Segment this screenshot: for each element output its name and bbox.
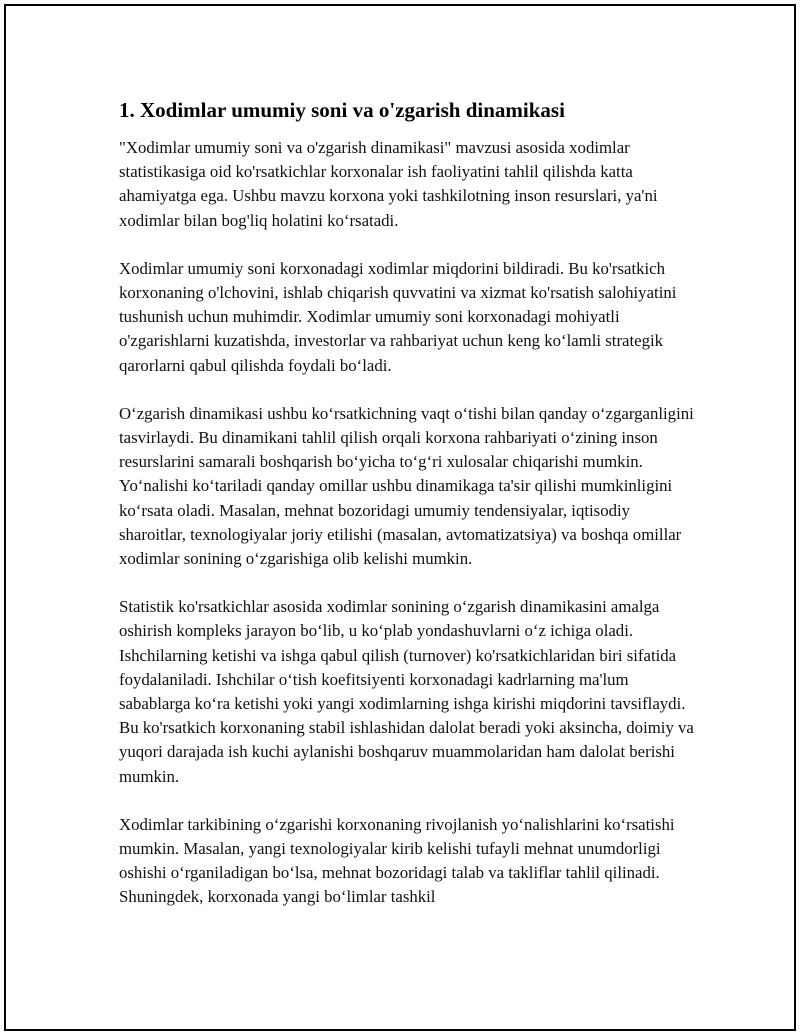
paragraph-2: Xodimlar umumiy soni korxonadagi xodimlar miqdorini bildiradi. Bu ko'rsatkich korxonaning o'lchovini, ishlab chiqarish quvvatini va xizmat ko'rsatish salohiyatini tushunish uchun muhimdir. Xodimlar umumiy soni korxonadagi mohiyatli o'zgarishlarni kuzatishda, investorlar va rahbariyat uchun keng ko‘lamli strategik qarorlarni qabul qilishda foydali bo‘ladi. — [119, 258, 677, 375]
paragraph-3: O‘zgarish dinamikasi ushbu ko‘rsatkichning vaqt o‘tishi bilan qanday o‘zgarganligini tasvirlaydi. Bu dinamikani tahlil qilish orqali korxona rahbariyati o‘zining inson resurslarini samarali boshqarish bo‘yicha to‘g‘ri xulosalar chiqarishi mumkin. Yo‘nalishi ko‘tariladi qanday omillar ushbu dinamikaga ta'sir qilishi mumkinligini ko‘rsata oladi. Masalan, mehnat bozoridagi umumiy tendensiyalar, iqtisodiy sharoitlar, texnologiyalar joriy etilishi (masalan, avtomatizatsiya) va boshqa omillar xodimlar sonining o‘zgarishiga olib kelishi mumkin. — [119, 403, 694, 569]
paragraph-4: Statistik ko'rsatkichlar asosida xodimlar sonining o‘zgarish dinamikasini amalga oshirish kompleks jarayon bo‘lib, u ko‘plab yondashuvlarni o‘z ichiga oladi. Ishchilarning ketishi va ishga qabul qilish (turnover) ko'rsatkichlaridan biri sifatida foydalaniladi. Ishchilar o‘tish koefitsiyenti korxonadagi kadrlarning ma'lum sabablarga ko‘ra ketishi yoki yangi xodimlarning ishga kirishi miqdorini tavsiflaydi. Bu ko'rsatkich korxonaning stabil ishlashidan dalolat beradi yoki aksincha, doimiy va yuqori darajada ish kuchi aylanishi boshqaruv muammolaridan ham dalolat berishi mumkin. — [119, 597, 694, 786]
paragraph-1: "Xodimlar umumiy soni va o'zgarish dinamikasi" mavzusi asosida xodimlar statistikasiga oid ko'rsatkichlar korxonalar ish faoliyatini tahlil qilishda katta ahamiyatga ega. Ushbu mavzu korxona yoki tashkilotning inson resurslari, ya'ni xodimlar bilan bog'liq holatini ko‘rsatadi. — [119, 138, 658, 230]
document-page — [4, 4, 796, 1031]
paragraph-5: Xodimlar tarkibining o‘zgarishi korxonaning rivojlanish yo‘nalishlarini ko‘rsatishi mumkin. Masalan, yangi texnologiyalar kirib kelishi tufayli mehnat unumdorligi oshishi o‘rganiladigan bo‘lsa, mehnat bozoridagi talab va takliflar tahlil qilinadi. Shuningdek, korxonada yangi bo‘limlar tashkil — [119, 814, 675, 907]
document-body — [119, 96, 699, 934]
section-heading: 1. Xodimlar umumiy soni va o'zgarish dinamikasi — [119, 98, 565, 122]
